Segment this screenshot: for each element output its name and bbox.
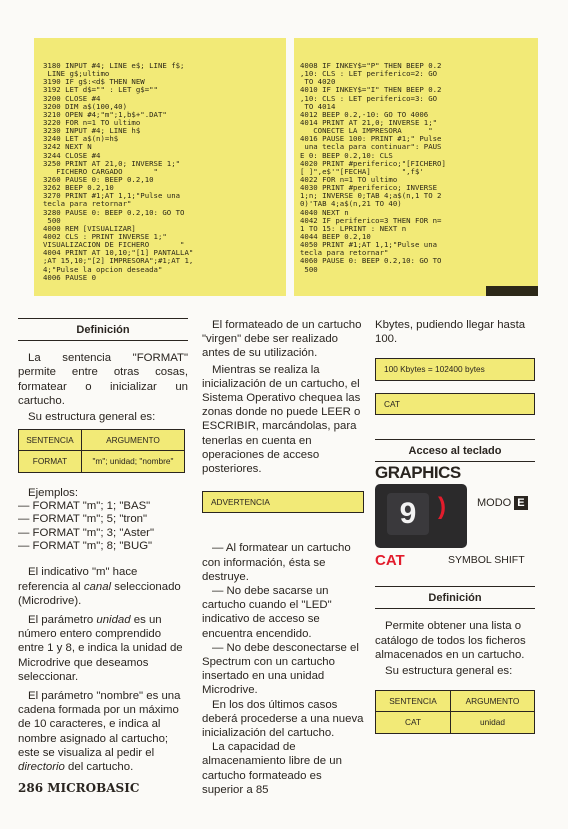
paragraph: Kbytes, pudiendo llegar hasta 100. (375, 319, 526, 346)
text: unidad (96, 614, 131, 627)
list-item: — FORMAT "m"; 1; "BAS" (18, 499, 151, 512)
paragraph: El formateado de un cartucho "virgen" debe ser realizado antes de su utilización. (202, 319, 362, 360)
code-line: 4008 IF INKEY$="P" THEN BEEP 0.2 (300, 61, 442, 70)
code-line: FICHERO CARGADO " (43, 166, 158, 176)
mode-e-badge: E (514, 496, 527, 510)
code-line: ;AT 15,10;"[2] IMPRESORA";#1;AT 1, (43, 256, 194, 266)
code-line: ,10: CLS : LET periferico=3: GO (300, 93, 438, 103)
code-line: 4010 IF INKEY$="I" THEN BEEP 0.2 (300, 85, 442, 95)
table-cell: unidad (451, 712, 535, 733)
table-header: SENTENCIA (376, 691, 451, 712)
code-line: VISUALIZACION DE FICHERO " (43, 240, 185, 250)
code-line: 1 TO 15: LPRINT : NEXT n (300, 223, 407, 233)
code-line: 500 (300, 264, 318, 274)
code-line: una tecla para continuar": PAUS (300, 142, 442, 152)
examples-list (18, 500, 188, 554)
code-line: 4002 CLS : PRINT INVERSE 1;" (43, 231, 167, 241)
code-listing-right (294, 38, 538, 296)
code-line: 4042 IF periferico=3 THEN FOR n= (300, 215, 442, 225)
key-digit: 9 (387, 493, 429, 535)
paragraph: — Al formatear un cartucho con información, ésta se destruye. (202, 542, 351, 583)
code-line: TO 4014 (300, 101, 336, 111)
table-cell: FORMAT (19, 451, 82, 472)
text: El parámetro "nombre" es una cadena formada por un máximo de 10 caracteres, e indica al nombre asignado al cartucho; este se visualiza al pedir el (18, 690, 181, 759)
paragraph: Su estructura general es: (385, 665, 513, 678)
definition-heading: Definición (375, 586, 535, 609)
text: seleccionado (Microdrive). (18, 580, 181, 607)
table-header: ARGUMENTO (81, 430, 184, 451)
code-line: 3242 NEXT N (43, 142, 92, 152)
code-line: LINE g$;ultimo (43, 69, 110, 79)
code-line: 3230 INPUT #4; LINE h$ (43, 126, 141, 136)
code-line: 3260 PAUSE 0: BEEP 0.2,10 (43, 174, 154, 184)
table-header: ARGUMENTO (451, 691, 535, 712)
code-line: 4004 PRINT AT 10,10;"[1] PANTALLA" (43, 248, 194, 258)
symbol-shift-label: SYMBOL SHIFT (448, 554, 525, 567)
paragraph (18, 689, 188, 774)
code-line: 4040 NEXT n (300, 207, 349, 217)
cat-box: CAT (375, 393, 535, 415)
code-line: 4;"Pulse la opcion deseada" (43, 264, 163, 274)
graphics-label: GRAPHICS (375, 463, 461, 483)
code-line: 4006 PAUSE 0 (43, 272, 97, 282)
keyboard-heading: Acceso al teclado (375, 439, 535, 462)
list-item: — FORMAT "m"; 8; "BUG" (18, 540, 153, 553)
code-line: 4044 BEEP 0.2,10 (300, 231, 371, 241)
paragraph: — No debe desconectarse el Spectrum con un cartucho insertado en una unidad Microdrive. (202, 641, 359, 697)
code-line: 4020 PRINT #periferico;"[FICHERO] (300, 158, 446, 168)
code-line: 4000 REM [VISUALIZAR] (43, 223, 136, 233)
code-line: 3200 DIM a$(100,40) (43, 101, 128, 111)
paragraph: La sentencia "FORMAT" permite entre otras cosas, formatear o inicializar un cartucho. (18, 352, 188, 407)
syntax-table (18, 429, 185, 472)
code-line: 4050 PRINT #1;AT 1,1;"Pulse una (300, 240, 438, 250)
code-line: 3270 PRINT #1;AT 1,1;"Pulse una (43, 191, 181, 201)
key-9-icon (375, 484, 467, 548)
definition-heading: Definición (18, 318, 188, 341)
list-item: — FORMAT "m"; 3; "Aster" (18, 526, 154, 539)
column-2 (202, 318, 364, 797)
code-line: 3240 LET a$(n)=h$ (43, 134, 119, 144)
mode-indicator (477, 496, 528, 510)
text: directorio (18, 761, 65, 774)
code-line: 4060 PAUSE 0: BEEP 0.2,10: GO TO (300, 256, 442, 266)
key-illustration (375, 484, 535, 554)
paragraph: Mientras se realiza la inicialización de un cartucho, el Sistema Operativo chequea las zonas donde no puede LEER o ESCRIBIR, marcándolas, para tenerlas en cuenta en operaciones de acceso posteriores. (202, 363, 361, 476)
paragraph: En los dos últimos casos deberá procederse a una nueva inicialización del cartucho. (202, 698, 364, 740)
paragraph: — No debe sacarse un cartucho cuando el "LED" indicativo de acceso se encuentra encendido. (202, 585, 332, 640)
code-line: tecla para retornar" (300, 248, 389, 258)
code-line: 3210 OPEN #4;"m";1,b$+".DAT" (43, 109, 167, 119)
list-item: — FORMAT "m"; 5; "tron" (18, 513, 148, 526)
table-cell: "m"; unidad; "nombre" (81, 451, 184, 472)
text: es un número entero comprendido entre 1 y 8, e indica la unidad de Microdrive que deseamos seleccionar. (18, 614, 183, 683)
code-line: CONECTE LA IMPRESORA " (300, 126, 433, 136)
kbytes-box: 100 Kbytes = 102400 bytes (375, 358, 535, 380)
listing-end-bar (486, 286, 538, 296)
code-line: 3190 IF g$:<d$ THEN NEW (43, 77, 145, 87)
code-line: ,10: CLS : LET periferico=2: GO (300, 69, 438, 79)
code-line: 4016 PAUSE 100: PRINT #1;" Pulse (300, 134, 442, 144)
code-line: 3220 FOR n=1 TO ultimo (43, 117, 141, 127)
code-line: E 0: BEEP 0.2,10: CLS (300, 150, 393, 160)
paragraph (18, 613, 188, 684)
code-line: 3200 CLOSE #4 (43, 93, 101, 103)
code-line: 3280 PAUSE 0: BEEP 0.2,10: GO TO (43, 207, 185, 217)
paragraph (18, 565, 188, 608)
code-line: 0)'TAB 4;a$(n,21 TO 40) (300, 199, 402, 209)
text: El parámetro (28, 614, 97, 627)
page-footer: 286 MICROBASIC (18, 781, 140, 795)
mode-label: MODO (477, 497, 512, 510)
paragraph: La capacidad de almacenamiento libre de un cartucho formateado es superior a 85 (202, 741, 342, 796)
code-line: 4014 PRINT AT 21,0; INVERSE 1;" (300, 117, 438, 127)
code-line: 3244 CLOSE #4 (43, 150, 101, 160)
code-line: TO 4020 (300, 77, 336, 87)
syntax-table (375, 690, 535, 733)
advertencia-box: ADVERTENCIA (202, 491, 364, 513)
code-listing-left (34, 38, 286, 296)
column-1 (18, 318, 188, 774)
code-line: [ ]",e$'"[FECHA] ",f$' (300, 166, 424, 176)
cat-key-label: CAT (375, 552, 405, 570)
text: canal (83, 580, 112, 593)
key-labels (375, 554, 535, 586)
code-line: 3262 BEEP 0.2,10 (43, 183, 114, 193)
text: El indicativo "m" hace referencia al (18, 566, 138, 593)
code-line: 3180 INPUT #4; LINE e$; LINE f$; (43, 61, 185, 70)
code-line: 500 (43, 215, 61, 225)
text: del cartucho. (64, 761, 134, 774)
examples-title: Ejemplos: (28, 486, 79, 499)
table-cell: CAT (376, 712, 451, 733)
key-symbol: ) (438, 493, 446, 521)
column-3 (375, 318, 535, 734)
code-line: 4012 BEEP 0.2,-10: GO TO 4006 (300, 109, 429, 119)
code-line: 3250 PRINT AT 21,0; INVERSE 1;" (43, 158, 181, 168)
table-header: SENTENCIA (19, 430, 82, 451)
code-line: 4030 PRINT #periferico; INVERSE (300, 183, 438, 193)
code-line: 4022 FOR n=1 TO ultimo (300, 174, 398, 184)
code-line: 3192 LET d$="" : LET g$="" (43, 85, 158, 95)
code-line: 1;n; INVERSE 0;TAB 4;a$(n,1 TO 2 (300, 191, 442, 201)
paragraph: Su estructura general es: (28, 411, 156, 424)
paragraph: Permite obtener una lista o catálogo de todos los ficheros almacenados en un cartucho. (375, 620, 526, 661)
code-line: tecla para retornar" (43, 199, 132, 209)
